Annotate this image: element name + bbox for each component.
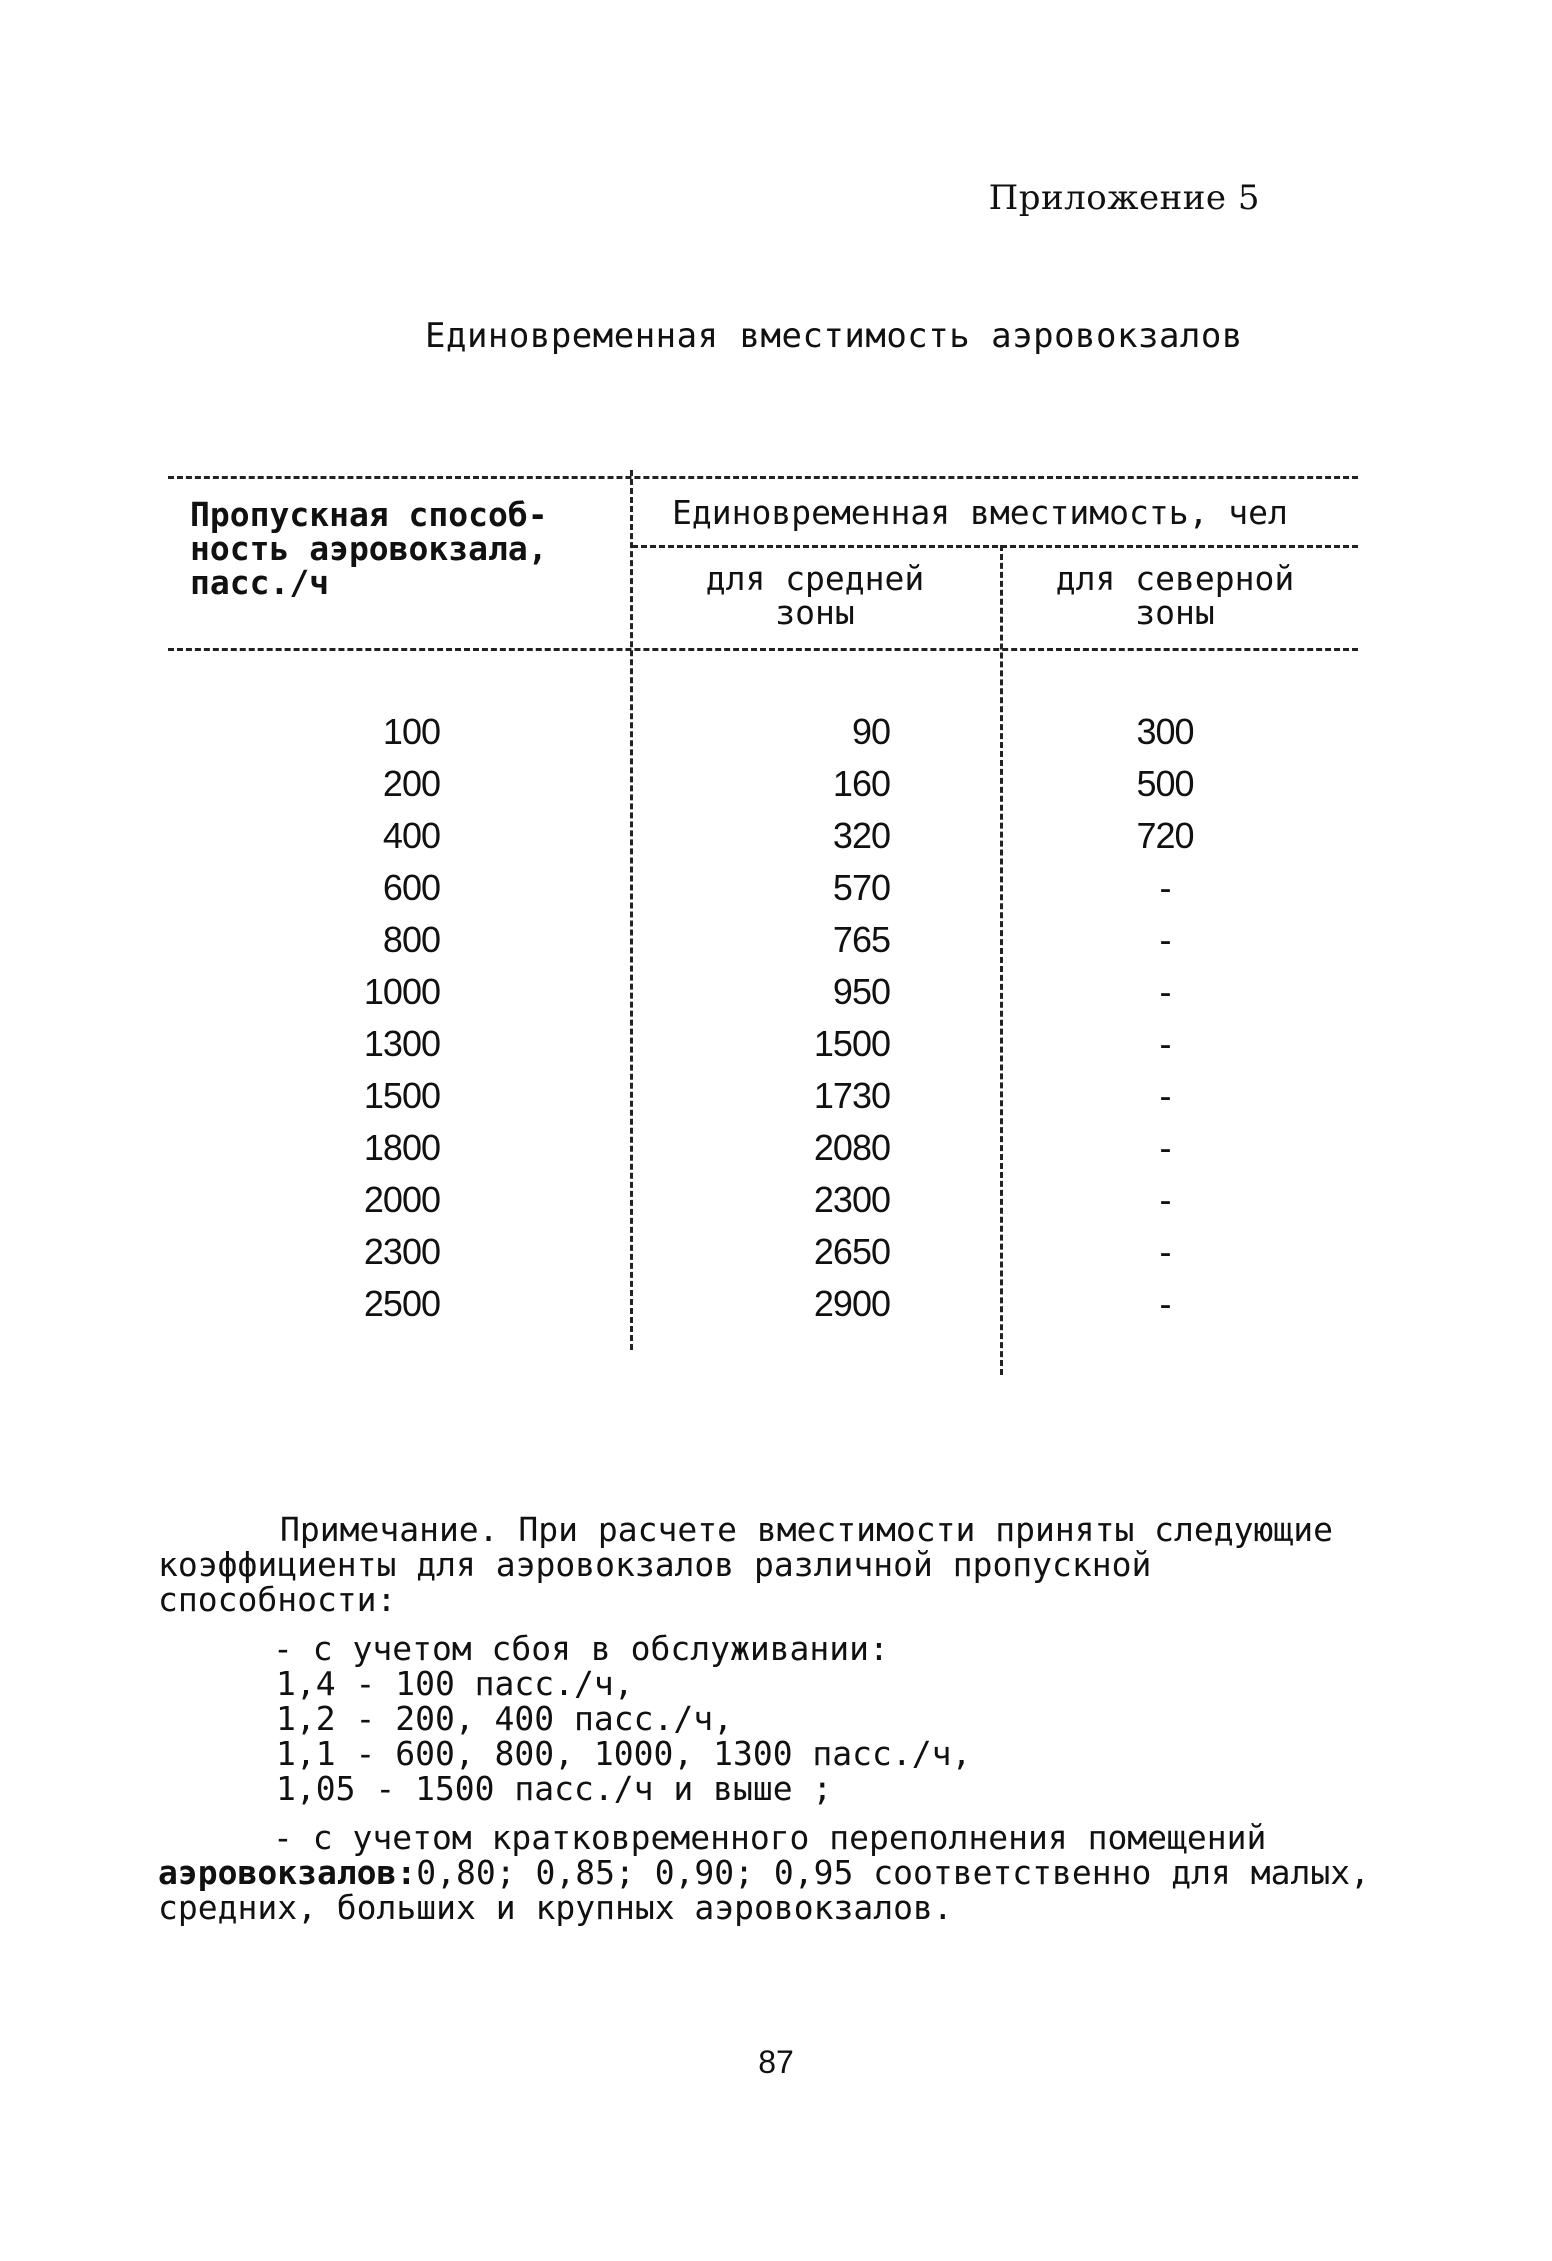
cell-capacity: 100 [382, 711, 440, 752]
cell-north-zone: - [1159, 919, 1171, 960]
page-number: 87 [758, 2044, 794, 2080]
cell-capacity: 1300 [363, 1023, 440, 1064]
cell-north-zone: - [1159, 1023, 1171, 1064]
cell-middle-zone: 1500 [813, 1023, 890, 1064]
note-block [158, 1512, 1388, 1925]
cell-north-zone: - [1159, 1179, 1171, 1220]
cell-north-zone: - [1159, 1283, 1171, 1324]
column-header-middle-zone: для средней зоны [705, 559, 925, 632]
cell-capacity: 1800 [363, 1127, 440, 1168]
cell-north-zone: - [1159, 971, 1171, 1012]
table-subheader-rule [632, 545, 1358, 548]
cell-capacity: 2000 [363, 1179, 440, 1220]
cell-capacity: 2300 [363, 1231, 440, 1272]
cell-north-zone: 720 [1136, 815, 1194, 856]
cell-middle-zone: 320 [832, 815, 890, 856]
cell-middle-zone: 2650 [813, 1231, 890, 1272]
note-item-overflow-cont [158, 1855, 1388, 1925]
cell-middle-zone: 570 [832, 867, 890, 908]
cell-capacity: 400 [382, 815, 440, 856]
cell-north-zone: 500 [1136, 763, 1194, 804]
cell-middle-zone: 1730 [813, 1075, 890, 1116]
cell-north-zone: - [1159, 1075, 1171, 1116]
note-item-failure: - с учетом сбоя в обслуживании: [273, 1629, 889, 1668]
note-item-overflow: - с учетом кратковременного переполнения помещений [273, 1818, 1267, 1857]
cell-capacity: 1000 [363, 971, 440, 1012]
cell-middle-zone: 2080 [813, 1127, 890, 1168]
cell-north-zone: - [1159, 1231, 1171, 1272]
cell-middle-zone: 2300 [813, 1179, 890, 1220]
coefficient-line: 1,1 - 600, 800, 1000, 1300 пасс./ч, [276, 1734, 972, 1773]
column-group-header: Единовременная вместимость, чел [672, 493, 1288, 532]
column-header-capacity: Пропускная способ- ность аэровокзала, пасс./ч [190, 495, 548, 602]
cell-middle-zone: 160 [832, 763, 890, 804]
cell-capacity: 800 [382, 919, 440, 960]
cell-capacity: 1500 [363, 1075, 440, 1116]
cell-middle-zone: 765 [832, 919, 890, 960]
cell-capacity: 200 [382, 763, 440, 804]
cell-middle-zone: 2900 [813, 1283, 890, 1324]
page-title: Единовременная вместимость аэровокзалов [425, 316, 1243, 356]
coefficient-line: 1,05 - 1500 пасс./ч и выше ; [276, 1769, 833, 1808]
note-intro: Примечание. При расчете вместимости приняты следующие коэффициенты для аэровокзалов различной пропускной способности: [158, 1510, 1333, 1619]
cell-middle-zone: 90 [851, 711, 890, 752]
cell-north-zone: 300 [1136, 711, 1194, 752]
table-top-rule [168, 476, 1358, 479]
column-header-north-zone: для северной зоны [1055, 559, 1295, 632]
cell-middle-zone: 950 [832, 971, 890, 1012]
table-header-bottom-rule [168, 648, 1358, 651]
table-divider-1 [630, 470, 633, 1350]
cell-capacity: 2500 [363, 1283, 440, 1324]
appendix-label: Приложение 5 [988, 178, 1260, 218]
cell-north-zone: - [1159, 867, 1171, 908]
cell-capacity: 600 [382, 867, 440, 908]
coefficient-line: 1,4 - 100 пасс./ч, [276, 1664, 634, 1703]
coefficient-line: 1,2 - 200, 400 пасс./ч, [276, 1699, 733, 1738]
note-overflow-values: 0,80; 0,85; 0,90; 0,95 соответственно для малых, средних, больших и крупных аэровокзалов. [158, 1853, 1370, 1927]
table-divider-2 [1000, 545, 1003, 1375]
cell-north-zone: - [1159, 1127, 1171, 1168]
note-bold-term: аэровокзалов: [158, 1853, 417, 1892]
